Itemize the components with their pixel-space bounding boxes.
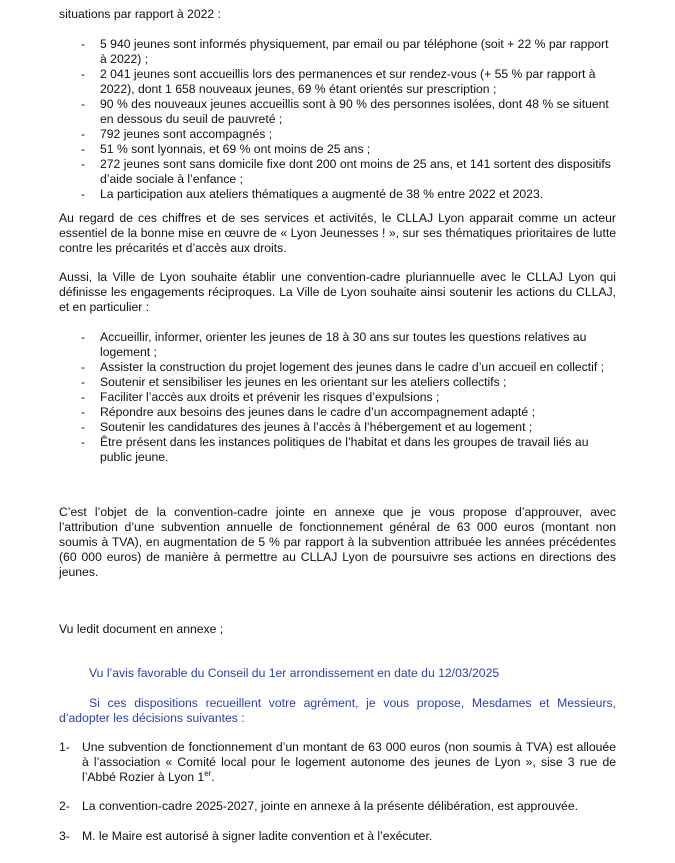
dash-bullet: - [81, 330, 86, 344]
dash-bullet: - [81, 187, 86, 201]
dash-bullet: - [81, 360, 86, 374]
decision-item [59, 740, 616, 785]
decision-number: 3- [59, 829, 70, 843]
vu-avis: Vu l’avis favorable du Conseil du 1er arrondissement en date du 12/03/2025 [89, 666, 500, 680]
list-item [59, 187, 616, 202]
list-item [59, 405, 616, 420]
decision-item [59, 799, 616, 814]
list-item-text: Accueillir, informer, orienter les jeunes de 18 à 30 ans sur toutes les questions relatives au logement ; [100, 330, 587, 359]
dash-bullet: - [81, 127, 86, 141]
decision-number: 2- [59, 799, 70, 813]
list-item-text: Soutenir les candidatures des jeunes à l’accès à l’hébergement et au logement ; [100, 420, 533, 434]
decision-tail: . [211, 770, 215, 784]
list-item-text: Faciliter l’accès aux droits et prévenir les risques d’expulsions ; [100, 390, 440, 404]
list-item-text: 2 041 jeunes sont accueillis lors des permanences et sur rendez-vous (+ 55 % par rapport à 2022), dont 1 658 nouveaux jeunes, 69 % étant orientés sur prescription ; [100, 67, 596, 96]
dash-bullet: - [81, 97, 86, 111]
decision-text: La convention-cadre 2025-2027, jointe en annexe à la présente délibération, est approuvée. [82, 799, 578, 813]
list-item-text: 272 jeunes sont sans domicile fixe dont 200 ont moins de 25 ans, et 141 sortent des dispositifs d’aide sociale à l’enfance ; [100, 157, 611, 186]
list-item [59, 37, 616, 67]
intro-line: situations par rapport à 2022 : [59, 7, 221, 21]
dash-bullet: - [81, 67, 86, 81]
dash-bullet: - [81, 37, 86, 51]
list-item-text: 90 % des nouveaux jeunes accueillis sont à 90 % des personnes isolées, dont 48 % se situent en dessous du seuil de pauvreté ; [100, 97, 609, 126]
paragraph-role: Au regard de ces chiffres et de ses services et activités, le CLLAJ Lyon apparait comme un acteur essentiel de la bonne mise en œuvre de « Lyon Jeunesses ! », sur ses thématiques prioritaires de lutte contre les précarités et d’accès aux droits. [59, 211, 616, 255]
vu-annexe: Vu ledit document en annexe ; [59, 622, 224, 636]
list-item [59, 390, 616, 405]
paragraph-object: C’est l’objet de la convention-cadre jointe en annexe que je vous propose d’approuver, avec l’attribution d’une subvention annuelle de fonctionnement général de 63 000 euros (montant non soumis à TVA), en augmentation de 5 % par rapport à la subvention attribuée les années précédentes (60 000 euros) de manière à permettre au CLLAJ Lyon de poursuivre ses actions en directions des jeunes. [59, 505, 616, 579]
list-item-text: Soutenir et sensibiliser les jeunes en les orientant sur les ateliers collectifs ; [100, 375, 507, 389]
decisions-list [59, 740, 616, 785]
dash-bullet: - [81, 142, 86, 156]
list-item [59, 375, 616, 390]
list-item [59, 67, 616, 97]
decisions-list [59, 799, 616, 814]
dash-bullet: - [81, 420, 86, 434]
dash-bullet: - [81, 157, 86, 171]
list-item-text: 792 jeunes sont accompagnés ; [100, 127, 273, 141]
decisions-list [59, 829, 616, 844]
proposal-paragraph: Si ces dispositions recueillent votre agrément, je vous propose, Mesdames et Messieurs, d’adopter les décisions suivantes : [59, 696, 616, 725]
list-item [59, 127, 616, 142]
list-item-text: 51 % sont lyonnais, et 69 % ont moins de 25 ans ; [100, 142, 371, 156]
list-item [59, 142, 616, 157]
actions-list [59, 330, 616, 465]
list-item [59, 435, 616, 465]
list-item [59, 97, 616, 127]
list-item [59, 330, 616, 360]
paragraph-convention: Aussi, la Ville de Lyon souhaite établir une convention-cadre pluriannuelle avec le CLLAJ Lyon qui définisse les engagements réciproques. La Ville de Lyon souhaite ainsi soutenir les actions du CLLAJ, et en particulier : [59, 270, 616, 314]
list-item-text: 5 940 jeunes sont informés physiquement, par email ou par téléphone (soit + 22 % par rapport à 2022) ; [100, 37, 609, 66]
dash-bullet: - [81, 435, 86, 449]
list-item-text: Assister la construction du projet logement des jeunes dans le cadre d’un accueil en collectif ; [100, 360, 605, 374]
list-item [59, 157, 616, 187]
dash-bullet: - [81, 405, 86, 419]
list-item-text: Répondre aux besoins des jeunes dans le cadre d’un accompagnement adapté ; [100, 405, 535, 419]
decision-text: M. le Maire est autorisé à signer ladite convention et à l’exécuter. [82, 829, 433, 843]
list-item-text: Être présent dans les instances politiques de l’habitat et dans les groupes de travail liés au public jeune. [100, 435, 589, 464]
dash-bullet: - [81, 375, 86, 389]
list-item [59, 420, 616, 435]
stats-list [59, 37, 616, 202]
list-item [59, 360, 616, 375]
decision-number: 1- [59, 740, 70, 754]
dash-bullet: - [81, 390, 86, 404]
list-item-text: La participation aux ateliers thématiques a augmenté de 38 % entre 2022 et 2023. [100, 187, 544, 201]
decision-superscript: er [204, 768, 212, 778]
decision-item [59, 829, 616, 844]
decision-text: Une subvention de fonctionnement d’un montant de 63 000 euros (non soumis à TVA) est allouée à l’association « Comité local pour le logement autonome des jeunes de Lyon », sise 3 rue de l’Abbé Rozier à Lyon 1 [82, 740, 616, 784]
